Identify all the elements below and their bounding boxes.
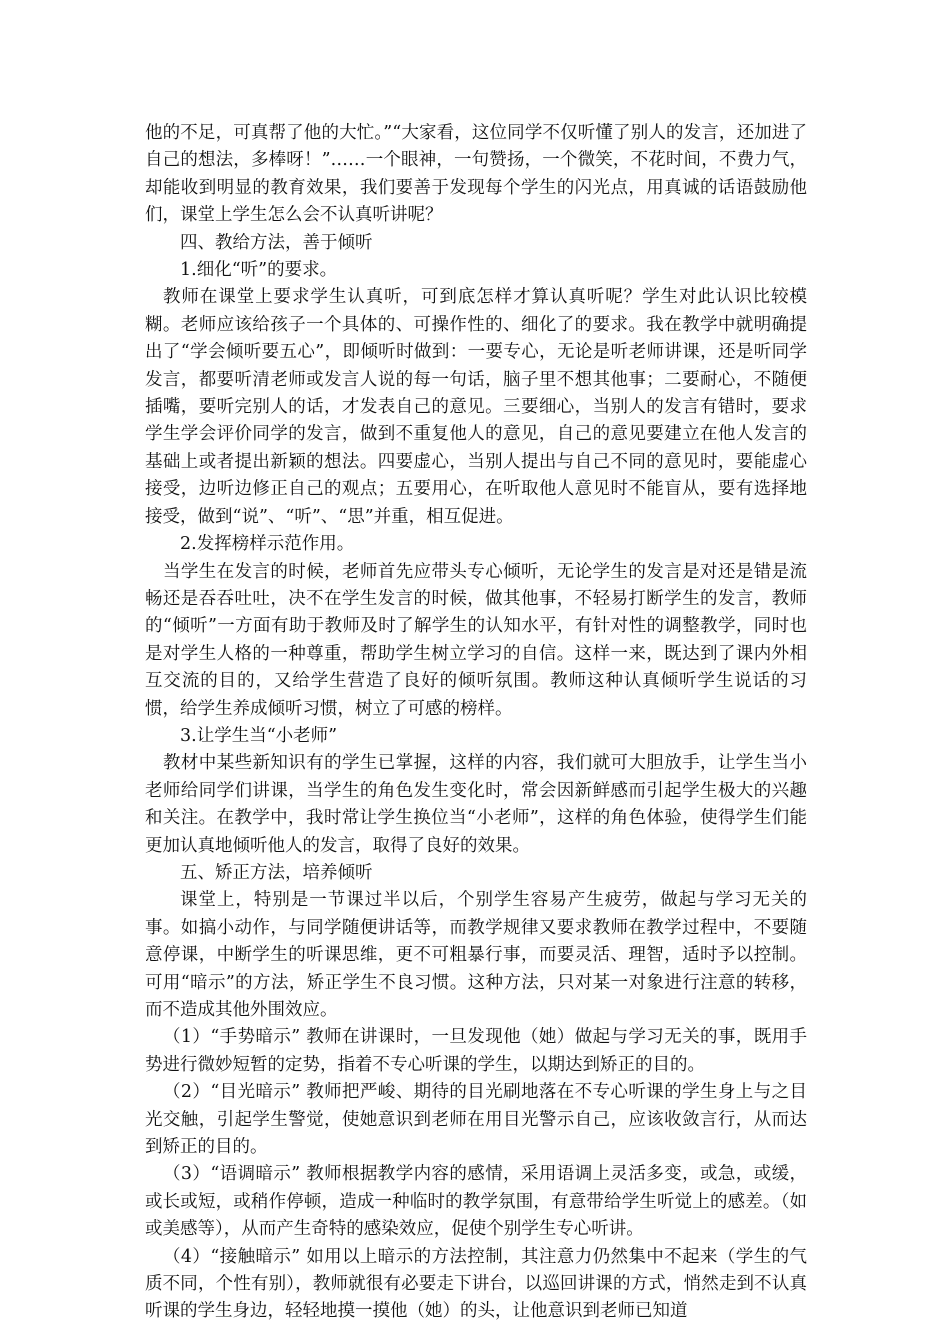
paragraph-correction-methods: 课堂上，特别是一节课过半以后，个别学生容易产生疲劳，做起与学习无关的事。如搞小动作，与同学随便讲话等，而教学规律又要求教师在教学过程中，不要随意停课，中断学生的听课思维，更不可粗暴行事，而要灵活、理智，适时予以控制。可用“暗示”的方法，矫正学生不良习惯。这种方法，只对某一对象进行注意的转移，而不造成其他外围效应。 (145, 890, 807, 1020)
subheading-1: 1.细化“听”的要求。 (180, 260, 338, 281)
paragraph-continuation: 他的不足，可真帮了他的大忙。”“大家看，这位同学不仅听懂了别人的发言，还加进了自己的想法，多棒呀！”……一个眼神，一句赞扬，一个微笑，不花时间，不费力气，却能收到明显的教育效果，我们要善于发现每个学生的闪光点，用真诚的话语鼓励他们，课堂上学生怎么会不认真听讲呢？ (145, 123, 807, 226)
subheading-2: 2.发挥榜样示范作用。 (180, 534, 355, 555)
subheading-3: 3.让学生当“小老师” (180, 725, 338, 746)
list-item-tone-hint: （3）“语调暗示” 教师根据教学内容的感情，采用语调上灵活多变，或急，或缓，或长或短，或稍作停顿，造成一种临时的教学氛围，有意带给学生听觉上的感差。（如或美感等），从而产生奇特的感染效应，促使个别学生专心听讲。 (145, 1164, 807, 1240)
list-item-contact-hint: （4）“接触暗示” 如用以上暗示的方法控制，其注意力仍然集中不起来（学生的气质不同，个性有别），教师就很有必要走下讲台，以巡回讲课的方式，悄然走到不认真听课的学生身边，轻轻地摸一摸他（她）的头，让他意识到老师已知道 (145, 1246, 807, 1322)
paragraph-listening-requirements: 教师在课堂上要求学生认真听，可到底怎样才算认真听呢？学生对此认识比较模糊。老师应该给孩子一个具体的、可操作性的、细化了的要求。我在教学中就明确提出了“学会倾听要五心”，即倾听时做到：一要专心，无论是听老师讲课，还是听同学发言，都要听清老师或发言人说的每一句话，脑子里不想其他事；二要耐心，不随便插嘴，要听完别人的话，才发表自己的意见。三要细心，当别人的发言有错时，要求学生学会评价同学的发言，做到不重复他人的意见，自己的意见要建立在他人发言的基础上或者提出新颖的想法。四要虚心，当别人提出与自己不同的意见时，要能虚心接受，边听边修正自己的观点；五要用心，在听取他人意见时不能盲从，要有选择地接受，做到“说”、“听”、“思”并重，相互促进。 (145, 287, 807, 527)
list-item-gesture-hint: （1）“手势暗示” 教师在讲课时，一旦发现他（她）做起与学习无关的事，既用手势进行微妙短暂的定势，指着不专心听课的学生，以期达到矫正的目的。 (145, 1027, 807, 1075)
paragraph-role-model: 当学生在发言的时候，老师首先应带头专心倾听，无论学生的发言是对还是错是流畅还是吞吞吐吐，决不在学生发言的时候，做其他事，不轻易打断学生的发言，教师的“倾听”一方面有助于教师及时了解学生的认知水平，有针对性的调整教学，同时也是对学生人格的一种尊重，帮助学生树立学习的自信。这样一来，既达到了课内外相互交流的目的，又给学生营造了良好的倾听氛围。教师这种认真倾听学生说话的习惯，给学生养成倾听习惯，树立了可感的榜样。 (145, 561, 807, 719)
paragraph-little-teacher: 教材中某些新知识有的学生已掌握，这样的内容，我们就可大胆放手，让学生当小老师给同学们讲课，当学生的角色发生变化时，常会因新鲜感而引起学生极大的兴趣和关注。在教学中，我时常让学生换位当“小老师”，这样的角色体验，使得学生们能更加认真地倾听他人的发言，取得了良好的效果。 (145, 753, 807, 856)
list-item-gaze-hint: （2）“目光暗示” 教师把严峻、期待的目光刷地落在不专心听课的学生身上与之目光交触，引起学生警觉，使她意识到老师在用目光警示自己，应该收敛言行，从而达到矫正的目的。 (145, 1082, 807, 1158)
document-page (145, 120, 807, 1326)
section-heading-5: 五、矫正方法，培养倾听 (180, 862, 373, 883)
section-heading-4: 四、教给方法，善于倾听 (180, 232, 373, 253)
